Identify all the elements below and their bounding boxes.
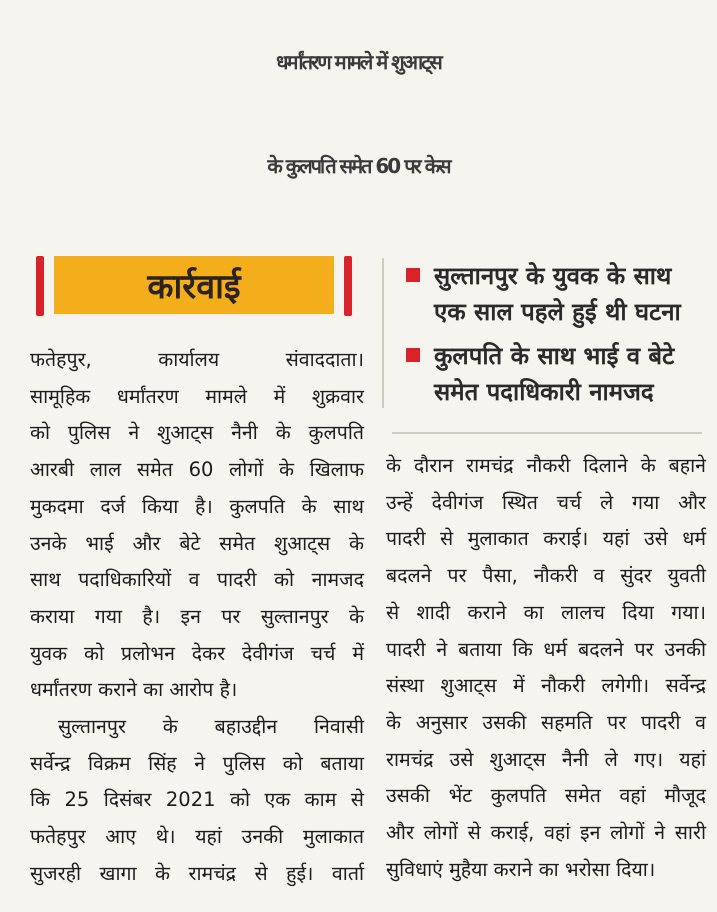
body-line: फतेहपुर, कार्यालय संवाददाता। — [30, 348, 364, 371]
body-line: पादरी से मुलाकात कराई। यहां उसे धर्म — [386, 527, 706, 551]
highlight-item — [400, 338, 700, 410]
body-line: उसकी भेंट कुलपति समेत वहां मौजूद — [386, 784, 706, 808]
body-line: को पुलिस ने शुआट्स नैनी के कुलपति — [30, 421, 364, 445]
highlights-box — [400, 258, 700, 418]
bullet-square-icon — [406, 348, 420, 362]
highlight-line: एक साल पहले हुई थी घटना — [434, 298, 681, 326]
body-column-left — [30, 342, 364, 893]
body-line: आरबी लाल समेत 60 लोगों के खिलाफ — [30, 458, 364, 482]
kicker-label — [36, 252, 352, 322]
highlight-item — [400, 258, 700, 330]
highlight-line: समेत पदाधिकारी नामजद — [434, 378, 654, 406]
kicker-left-bar — [36, 256, 44, 316]
body-line: सामूहिक धर्मांतरण मामले में शुक्रवार — [30, 384, 364, 408]
body-line: रामचंद्र उसे शुआट्स नैनी ले गए। यहां — [386, 747, 706, 771]
body-line: मुकदमा दर्ज किया है। कुलपति के साथ — [30, 494, 364, 518]
kicker-text: कार्रवाई — [54, 256, 334, 314]
highlights-divider — [392, 432, 702, 434]
body-line: बदलने पर पैसा, नौकरी व सुंदर युवती — [386, 564, 706, 588]
body-line: युवक को प्रलोभन देकर देवीगंज चर्च में — [30, 641, 364, 665]
body-line: उनके भाई और बेटे समेत शुआट्स के — [30, 531, 364, 555]
body-line: उन्हें देवीगंज स्थित चर्च ले गया और — [386, 490, 706, 514]
body-column-right — [386, 448, 706, 888]
kicker-right-bar — [344, 256, 352, 316]
headline-line-2: के कुलपति समेत 60 पर केस — [267, 154, 450, 178]
column-divider — [382, 258, 384, 408]
body-line: धर्मांतरण कराने का आरोप है। — [30, 678, 238, 702]
body-line: साथ पदाधिकारियों व पादरी को नामजद — [30, 568, 364, 592]
body-line: के अनुसार उसकी सहमति पर पादरी व — [386, 710, 706, 734]
highlight-line: कुलपति के साथ भाई व बेटे — [434, 342, 675, 370]
body-line: कराया गया है। इन पर सुल्तानपुर के — [30, 604, 364, 628]
body-line: कि 25 दिसंबर 2021 को एक काम से — [30, 788, 364, 812]
body-line: पादरी ने बताया कि धर्म बदलने पर उनकी — [386, 637, 706, 661]
headline-line-1: धर्मांतरण मामले में शुआट्स — [276, 50, 441, 74]
body-line: सुविधाएं मुहैया कराने का भरोसा दिया। — [386, 857, 656, 881]
body-line: सर्वेन्द्र विक्रम सिंह ने पुलिस को बताया — [30, 751, 364, 775]
body-line: से शादी कराने का लालच दिया गया। — [386, 600, 706, 624]
body-line: फतेहपुर आए थे। यहां उनकी मुलाकात — [30, 825, 364, 849]
highlight-line: सुल्तानपुर के युवक के साथ — [434, 262, 672, 290]
body-line: और लोगों से कराई, वहां इन लोगों ने सारी — [386, 821, 706, 845]
body-line: के दौरान रामचंद्र नौकरी दिलाने के बहाने — [386, 454, 706, 477]
body-line: संस्था शुआट्स में नौकरी लगेगी। सर्वेन्द्र — [386, 674, 706, 698]
bullet-square-icon — [406, 268, 420, 282]
body-line: सुल्तानपुर के बहाउद्दीन निवासी — [58, 715, 364, 739]
body-line: सुजरही खागा के रामचंद्र से हुई। वार्ता — [30, 861, 364, 885]
